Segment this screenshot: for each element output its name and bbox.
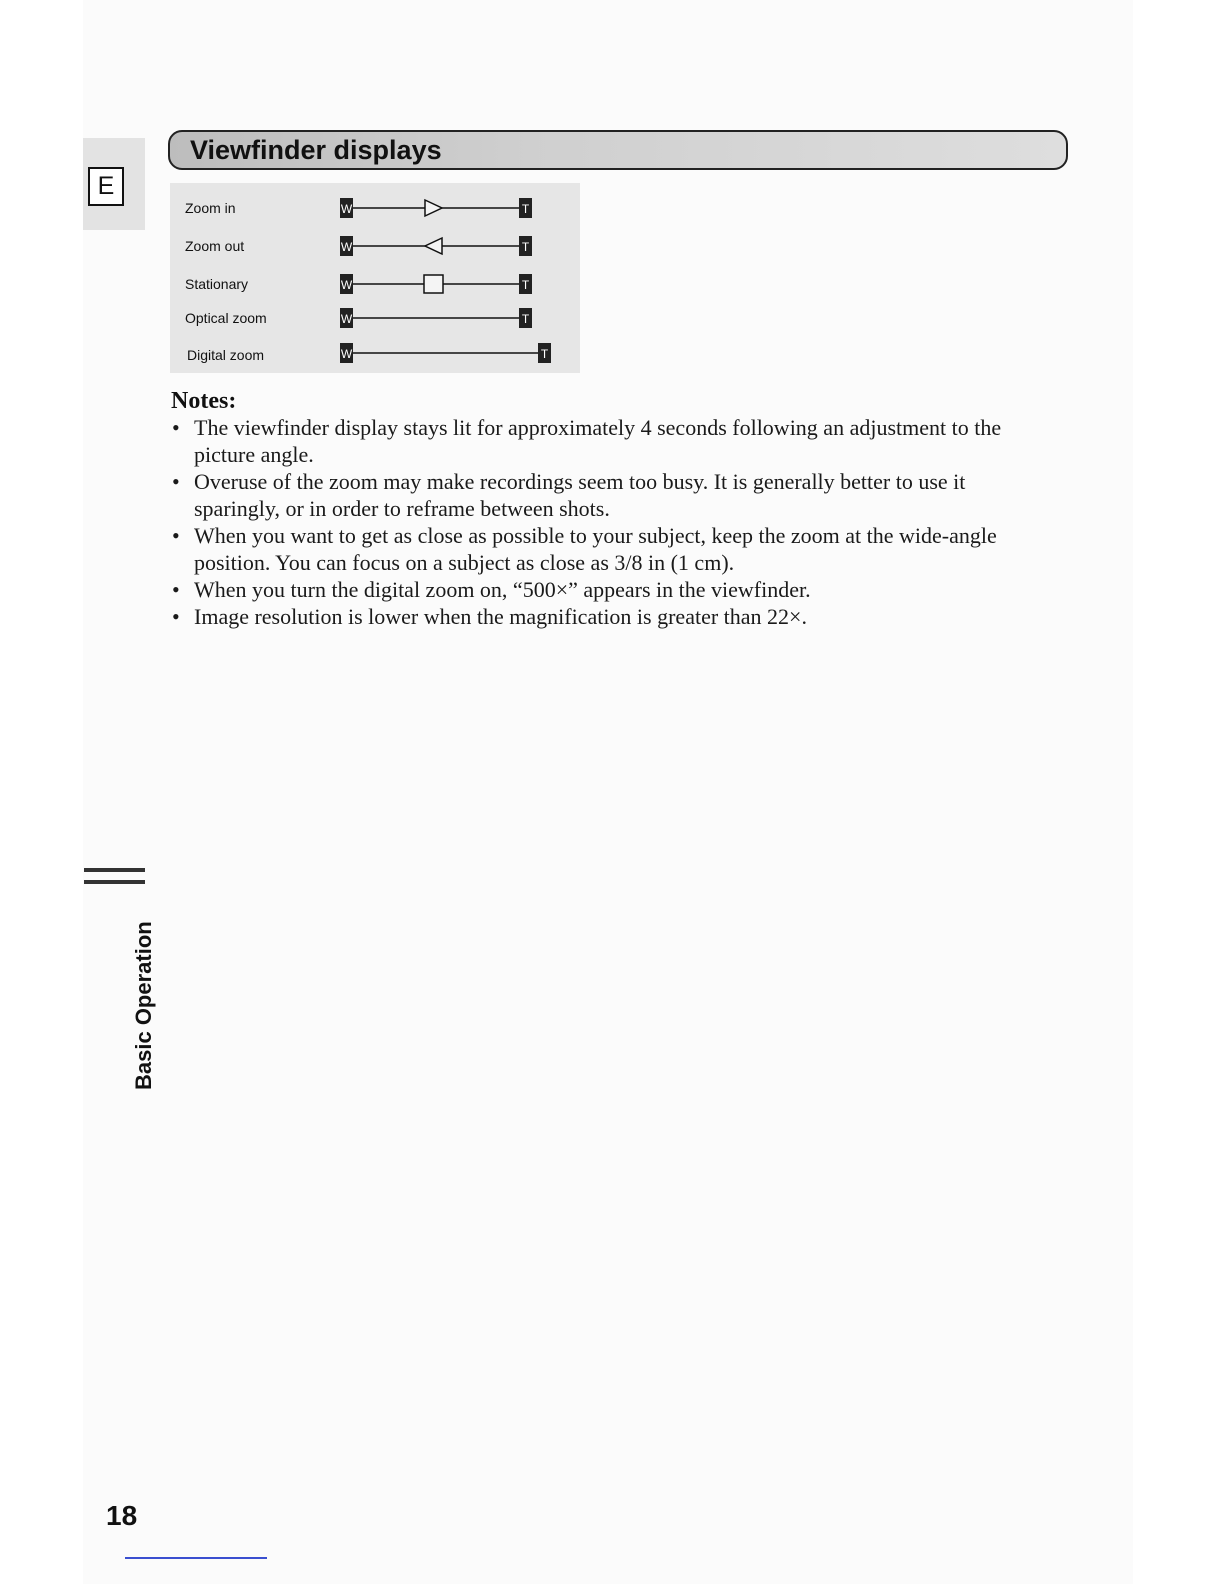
triangle-left-icon — [425, 238, 442, 254]
triangle-right-icon — [425, 200, 442, 216]
row-label-zoom-in: Zoom in — [185, 200, 236, 216]
svg-text:W: W — [340, 278, 353, 292]
svg-text:T: T — [521, 240, 530, 254]
optical-zoom-indicator — [340, 308, 532, 328]
digital-zoom-indicator — [340, 343, 551, 363]
section-title-bar — [168, 130, 1068, 170]
svg-text:T: T — [521, 278, 530, 292]
svg-text:T: T — [540, 347, 549, 361]
note-item: • When you want to get as close as possible to your subject, keep the zoom at the wide-angle position. You can focus on a subject as close as 3/8 in (1 cm). — [171, 522, 1051, 576]
note-item: • The viewfinder display stays lit for approximately 4 seconds following an adjustment to the picture angle. — [171, 414, 1051, 468]
notes-heading: Notes: — [171, 388, 237, 414]
square-icon — [424, 275, 443, 293]
stationary-indicator — [340, 274, 532, 294]
page-number: 18 — [106, 1500, 138, 1531]
note-item: • Overuse of the zoom may make recordings seem too busy. It is generally better to use it sparingly, or in order to reframe between shots. — [171, 468, 1051, 522]
svg-text:W: W — [340, 202, 353, 216]
svg-text:W: W — [340, 312, 353, 326]
note-item: • Image resolution is lower when the magnification is greater than 22×. — [171, 603, 1051, 630]
side-section-marker — [84, 868, 145, 892]
svg-text:W: W — [340, 240, 353, 254]
row-label-stationary: Stationary — [185, 276, 249, 292]
side-section-label: Basic Operation — [131, 921, 156, 1090]
row-label-optical-zoom: Optical zoom — [185, 310, 267, 326]
svg-text:T: T — [521, 312, 530, 326]
zoom-in-indicator — [340, 198, 532, 218]
row-label-zoom-out: Zoom out — [185, 238, 245, 254]
svg-text:T: T — [521, 202, 530, 216]
notes-list — [171, 414, 1051, 630]
section-title: Viewfinder displays — [190, 135, 442, 165]
language-indicator: E — [88, 167, 124, 206]
bottom-divider — [125, 1557, 267, 1559]
note-item: • When you turn the digital zoom on, “500×” appears in the viewfinder. — [171, 576, 1051, 603]
viewfinder-display-panel — [170, 183, 580, 373]
zoom-indicator-graphics — [170, 183, 580, 373]
zoom-out-indicator — [340, 236, 532, 256]
row-label-digital-zoom: Digital zoom — [187, 347, 265, 363]
svg-text:W: W — [340, 347, 353, 361]
